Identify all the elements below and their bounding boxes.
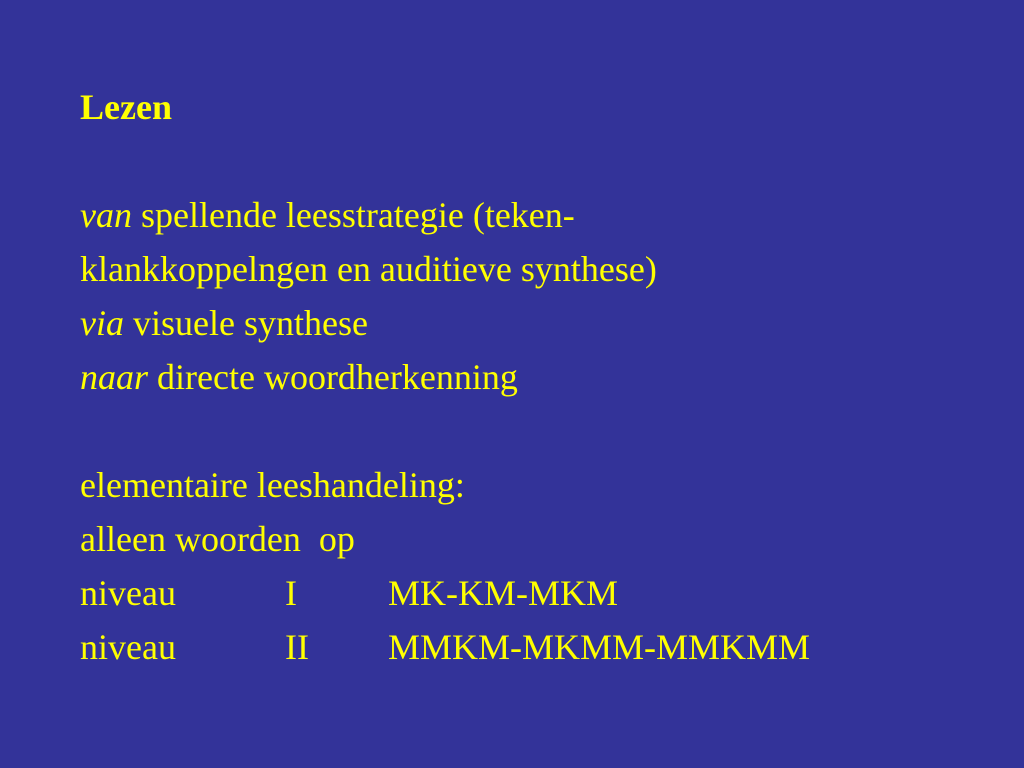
level-patterns: MMKM-MKMM-MMKMM bbox=[388, 627, 811, 667]
level-label: niveau bbox=[80, 573, 176, 613]
keyword-naar: naar bbox=[80, 357, 149, 397]
level-row-1 bbox=[80, 566, 980, 620]
slide-title: Lezen bbox=[80, 87, 172, 127]
strategy-line-van bbox=[80, 188, 980, 242]
level-number: II bbox=[285, 627, 309, 667]
strategy-text-via: visuele synthese bbox=[123, 303, 368, 343]
strategy-line-naar bbox=[80, 350, 980, 404]
strategy-line-continued bbox=[80, 242, 980, 296]
slide-content bbox=[80, 80, 980, 674]
strategy-text-continued: klankkoppelngen en auditieve synthese) bbox=[80, 249, 657, 289]
spacer bbox=[80, 134, 980, 188]
strategy-line-via bbox=[80, 296, 980, 350]
level-row-2 bbox=[80, 620, 980, 674]
strategy-text-van: spellende leesstrategie (teken- bbox=[131, 195, 575, 235]
level-label: niveau bbox=[80, 627, 176, 667]
elementary-heading: elementaire leeshandeling: bbox=[80, 465, 465, 505]
keyword-via: via bbox=[80, 303, 124, 343]
level-patterns: MK-KM-MKM bbox=[388, 573, 619, 613]
alleen-line: alleen woorden op bbox=[80, 519, 355, 559]
level-number: I bbox=[285, 573, 297, 613]
keyword-van: van bbox=[80, 195, 132, 235]
strategy-text-naar: directe woordherkenning bbox=[148, 357, 518, 397]
spacer bbox=[80, 404, 980, 458]
